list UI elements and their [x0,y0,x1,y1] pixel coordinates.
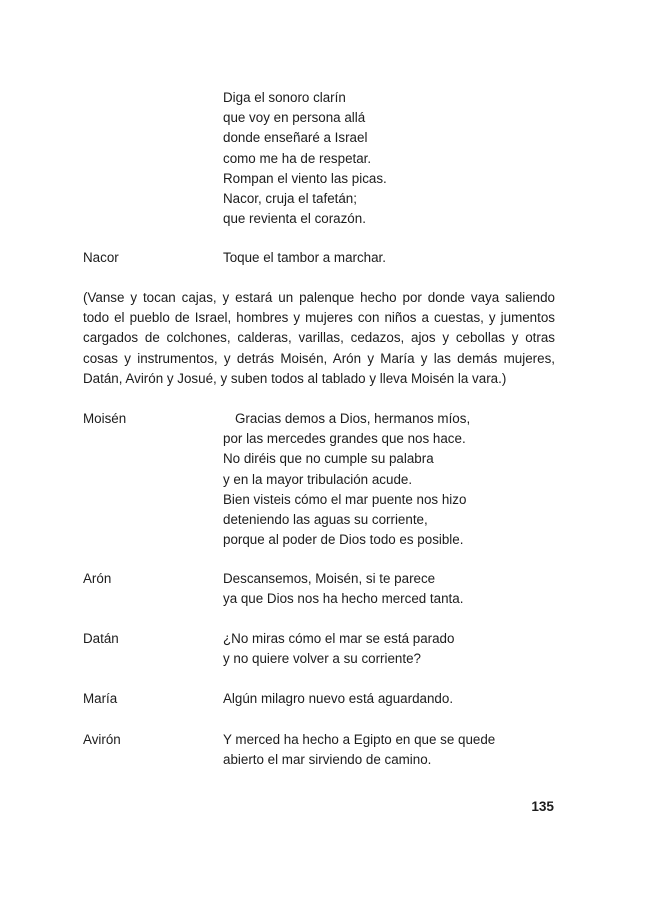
verse-lines [223,730,555,770]
speech-block [83,730,555,770]
speaker-name: Avirón [83,732,121,747]
verse-line: No diréis que no cumple su palabra [223,451,434,467]
verse-line: abierto el mar sirviendo de camino. [223,752,432,768]
verse-lines [223,629,555,669]
speaker-name: Arón [83,571,112,586]
verse-line: ¿No miras cómo el mar se está parado [223,631,455,646]
verse-lines [223,409,555,550]
verse-line: que revienta el corazón. [223,211,366,227]
verse-line: Y merced ha hecho a Egipto en que se quede [223,732,496,747]
verse-lines [223,569,555,609]
speaker-name: Moisén [83,411,127,426]
verse-line: por las mercedes grandes que nos hace. [223,431,466,447]
speech-block [83,409,555,550]
speech-block [83,629,555,669]
speaker-name: Datán [83,631,119,646]
verse-line: Rompan el viento las picas. [223,170,387,186]
verse-lines [223,88,555,229]
speech-block [83,569,555,609]
verse-line: como me ha de respetar. [223,150,372,166]
verse-line: ya que Dios nos ha hecho merced tanta. [223,591,464,607]
speaker-name: María [83,691,118,706]
verse-line: porque al poder de Dios todo es posible. [223,532,464,548]
verse-line: Nacor, cruja el tafetán; [223,191,357,207]
verse-line: Descansemos, Moisén, si te parece [223,571,436,586]
speaker-name: Nacor [83,250,119,265]
verse-line: y no quiere volver a su corriente? [223,651,421,667]
verse-lines [223,689,555,709]
verse-block [83,88,555,229]
verse-line: y en la mayor tribulación acude. [223,471,413,487]
verse-line: donde enseñaré a Israel [223,130,368,146]
verse-line: Diga el sonoro clarín [223,90,346,105]
verse-line: Bien visteis cómo el mar puente nos hizo [223,491,467,507]
verse-line: Toque el tambor a marchar. [223,250,387,265]
verse-line: deteniendo las aguas su corriente, [223,512,428,528]
verse-line: Algún milagro nuevo está aguardando. [223,691,454,706]
speech-block [83,689,555,709]
verse-line: Gracias demos a Dios, hermanos míos, [235,411,471,426]
verse-line: que voy en persona allá [223,110,366,126]
verse-lines [223,248,555,268]
page-number: 135 [531,799,554,814]
speech-block [83,248,555,268]
stage-direction: (Vanse y tocan cajas, y estará un palenque hecho por donde vaya saliendo todo el pueblo de Israel, hombres y mujeres con niños a cuestas, y jumentos cargados de colchones, calderas, varillas, cedazos, ajos y cebollas y otras cosas y instrumentos, y detrás Moisén, Arón y María y las demás mujeres, Datán, Avirón y Josué, y suben todos al tablado y lleva Moisén la vara.) [83,290,555,386]
